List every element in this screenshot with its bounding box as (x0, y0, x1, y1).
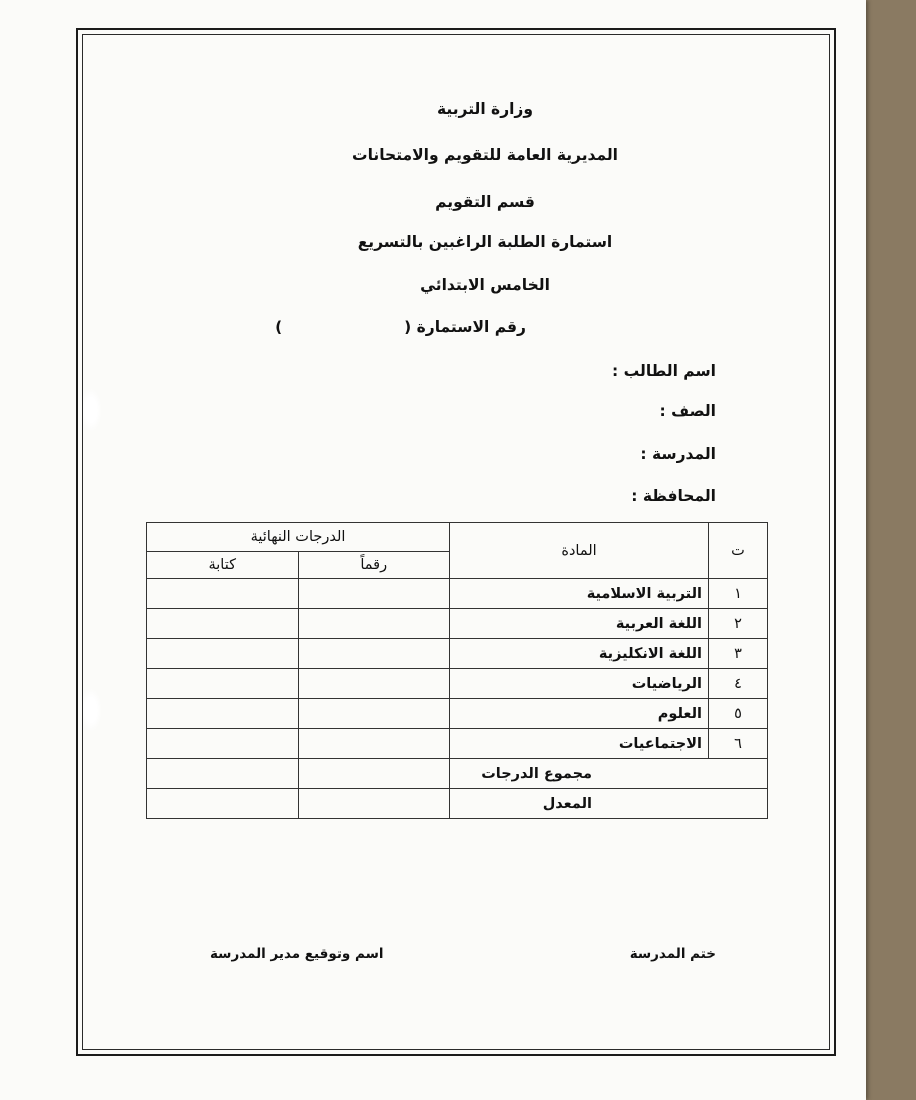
grade-writing-cell[interactable] (147, 729, 299, 759)
department-title: قسم التقويم (435, 193, 535, 211)
total-digits-cell[interactable] (298, 759, 450, 789)
class-field: الصف : (659, 402, 716, 420)
form-number-label: رقم الاستمارة ( (404, 318, 526, 336)
grade-writing-cell[interactable] (147, 699, 299, 729)
grade-digits-cell[interactable] (298, 699, 450, 729)
table-row (147, 579, 768, 609)
grade-digits-cell[interactable] (298, 639, 450, 669)
table-row (147, 699, 768, 729)
ministry-title: وزارة التربية (437, 100, 533, 118)
average-digits-cell[interactable] (298, 789, 450, 819)
row-subject: الرياضيات (450, 669, 709, 699)
governorate-field: المحافظة : (631, 487, 716, 505)
school-stamp-label: ختم المدرسة (629, 946, 716, 962)
grade-digits-cell[interactable] (298, 669, 450, 699)
student-name-field: اسم الطالب : (612, 362, 716, 380)
grade-writing-cell[interactable] (147, 669, 299, 699)
row-subject: التربية الاسلامية (450, 579, 709, 609)
table-row (147, 639, 768, 669)
form-number-close: ) (275, 318, 283, 336)
row-subject: اللغة العربية (450, 609, 709, 639)
table-header-row (147, 523, 768, 552)
form-title: استمارة الطلبة الراغبين بالتسريع (357, 233, 613, 251)
total-writing-cell[interactable] (147, 759, 299, 789)
row-number: ١ (709, 579, 768, 609)
grade-writing-cell[interactable] (147, 639, 299, 669)
table-row (147, 669, 768, 699)
grade-digits-cell[interactable] (298, 579, 450, 609)
row-subject: الاجتماعيات (450, 729, 709, 759)
grades-table (146, 522, 768, 819)
row-subject: اللغة الانكليزية (450, 639, 709, 669)
col-subject-header: المادة (450, 523, 709, 579)
grade-writing-cell[interactable] (147, 609, 299, 639)
average-writing-cell[interactable] (147, 789, 299, 819)
grade-writing-cell[interactable] (147, 579, 299, 609)
grade-digits-cell[interactable] (298, 609, 450, 639)
average-label: المعدل (450, 789, 768, 819)
col-digits-header: رقماً (298, 552, 450, 579)
col-number-header: ت (709, 523, 768, 579)
total-label: مجموع الدرجات (450, 759, 768, 789)
row-number: ٤ (709, 669, 768, 699)
directorate-title: المديرية العامة للتقويم والامتحانات (352, 146, 618, 164)
total-row (147, 759, 768, 789)
form-number (275, 318, 526, 336)
grade-level-title: الخامس الابتدائي (420, 276, 550, 294)
row-number: ٣ (709, 639, 768, 669)
row-number: ٥ (709, 699, 768, 729)
col-final-grades-header: الدرجات النهائية (147, 523, 450, 552)
average-row (147, 789, 768, 819)
table-row (147, 729, 768, 759)
grade-digits-cell[interactable] (298, 729, 450, 759)
table-row (147, 609, 768, 639)
row-number: ٢ (709, 609, 768, 639)
row-number: ٦ (709, 729, 768, 759)
col-writing-header: كتابة (147, 552, 299, 579)
row-subject: العلوم (450, 699, 709, 729)
school-field: المدرسة : (640, 445, 716, 463)
principal-signature-label: اسم وتوقيع مدير المدرسة (210, 946, 384, 962)
